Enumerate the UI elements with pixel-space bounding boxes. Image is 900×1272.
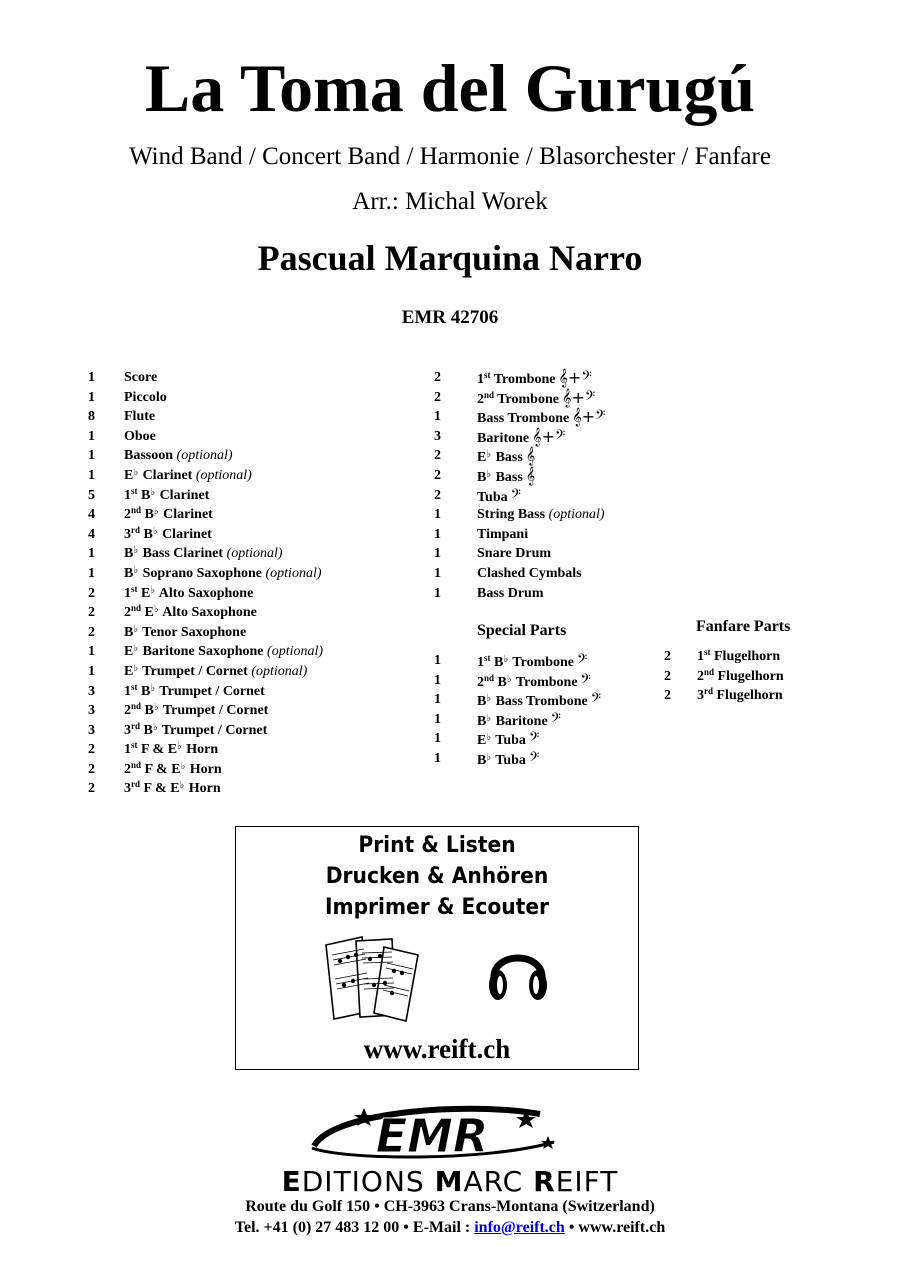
clef-icon: 𝄢 bbox=[590, 690, 602, 710]
optional-note: (optional) bbox=[548, 507, 605, 523]
part-name bbox=[124, 564, 322, 584]
part-name bbox=[697, 647, 780, 667]
flat-sign: ♭ bbox=[486, 712, 492, 724]
arranger-credit: Arr.: Michal Worek bbox=[352, 188, 548, 215]
ordinal-suffix: nd bbox=[484, 672, 495, 683]
part-prefix: E bbox=[477, 733, 487, 749]
part-quantity: 1 bbox=[88, 370, 95, 385]
flat-sign: ♭ bbox=[153, 702, 159, 714]
flat-sign: ♭ bbox=[133, 662, 139, 674]
part-quantity: 1 bbox=[434, 585, 441, 601]
clef-icon: 𝄞 bbox=[525, 465, 536, 485]
ordinal-suffix: nd bbox=[484, 389, 495, 400]
part-key: F & E bbox=[141, 761, 181, 777]
part-name bbox=[124, 388, 167, 408]
part-name bbox=[124, 427, 156, 447]
part-instrument: Baritone Saxophone bbox=[139, 644, 264, 660]
sheet-music-icon bbox=[320, 933, 426, 1023]
part-instrument: Oboe bbox=[124, 428, 156, 444]
clef-icon: 𝄢 bbox=[577, 651, 588, 670]
publisher-initial-e: E bbox=[281, 1165, 302, 1198]
part-key: B bbox=[140, 526, 153, 542]
clef-icon: 𝄢 bbox=[550, 709, 561, 729]
part-quantity: 1 bbox=[88, 389, 95, 405]
flat-sign: ♭ bbox=[133, 466, 139, 478]
publisher-initial-r: R bbox=[533, 1165, 556, 1198]
part-instrument: Score bbox=[124, 370, 158, 385]
publisher-contact bbox=[0, 1218, 900, 1238]
part-prefix: E bbox=[124, 644, 134, 660]
composer-name: Pascual Marquina Narro bbox=[257, 238, 643, 278]
part-prefix: B bbox=[477, 469, 487, 485]
part-name bbox=[124, 642, 323, 662]
part-quantity: 1 bbox=[88, 467, 95, 483]
part-key: B bbox=[141, 703, 154, 719]
part-key: B bbox=[141, 507, 154, 523]
ordinal-suffix: rd bbox=[131, 720, 140, 731]
part-quantity: 1 bbox=[88, 565, 95, 581]
part-instrument: Horn bbox=[186, 761, 222, 777]
ordinal-suffix: rd bbox=[131, 524, 140, 535]
part-instrument: Clarinet bbox=[159, 507, 213, 523]
part-prefix: E bbox=[477, 450, 487, 466]
publisher-word-3: EIFT bbox=[555, 1165, 619, 1198]
part-quantity: 1 bbox=[88, 546, 95, 562]
part-prefix: 3 bbox=[697, 688, 704, 704]
part-prefix: 1 bbox=[477, 372, 484, 387]
part-quantity: 2 bbox=[434, 448, 441, 464]
part-name bbox=[124, 525, 212, 545]
part-quantity: 2 bbox=[434, 487, 441, 503]
part-quantity: 3 bbox=[434, 428, 441, 444]
publisher-address: Route du Golf 150 • CH-3963 Crans-Montana (Switzerland) bbox=[245, 1198, 655, 1215]
part-name bbox=[477, 651, 587, 673]
part-instrument: String Bass bbox=[477, 507, 546, 523]
clef-icon: 𝄢 bbox=[528, 729, 540, 749]
part-instrument: Clarinet bbox=[156, 487, 210, 503]
part-quantity: 2 bbox=[88, 742, 95, 758]
flat-sign: ♭ bbox=[153, 604, 159, 616]
flat-sign: ♭ bbox=[133, 545, 139, 557]
part-instrument: Snare Drum bbox=[477, 546, 552, 562]
part-instrument: Bass Clarinet bbox=[139, 546, 224, 562]
part-quantity: 3 bbox=[88, 722, 95, 738]
ordinal-suffix: nd bbox=[131, 701, 142, 712]
part-name bbox=[124, 505, 213, 525]
clef-icon: 𝄞 bbox=[525, 446, 536, 466]
part-instrument: Bass Drum bbox=[477, 585, 544, 601]
publisher-name bbox=[0, 1166, 900, 1198]
publisher-word-2: ARC bbox=[463, 1165, 534, 1198]
part-instrument: Clarinet bbox=[139, 467, 193, 483]
part-quantity: 1 bbox=[88, 428, 95, 444]
part-prefix: 3 bbox=[124, 526, 131, 542]
part-prefix: B bbox=[477, 694, 487, 710]
promo-line-english: Print & Listen bbox=[358, 833, 516, 858]
part-instrument: Trumpet / Cornet bbox=[139, 663, 248, 679]
part-key: B bbox=[137, 487, 151, 503]
part-instrument: Soprano Saxophone bbox=[139, 565, 262, 581]
part-quantity: 2 bbox=[88, 761, 95, 777]
part-prefix: E bbox=[124, 663, 134, 679]
ordinal-suffix: st bbox=[131, 583, 138, 594]
part-prefix: 2 bbox=[124, 507, 131, 523]
optional-note: (optional) bbox=[226, 546, 283, 562]
part-prefix: 1 bbox=[124, 487, 131, 503]
part-quantity: 5 bbox=[88, 487, 95, 503]
part-prefix: 1 bbox=[124, 742, 131, 758]
clef-icon: 𝄢 bbox=[528, 748, 540, 768]
part-instrument: Baritone bbox=[477, 430, 530, 446]
optional-note: (optional) bbox=[265, 565, 322, 581]
part-prefix: 2 bbox=[124, 761, 131, 777]
part-instrument: Trombone bbox=[490, 372, 556, 387]
ordinal-suffix: st bbox=[131, 681, 138, 692]
part-name bbox=[477, 544, 551, 564]
part-name bbox=[477, 710, 561, 732]
publisher-initial-m: M bbox=[434, 1165, 464, 1198]
part-name bbox=[124, 486, 209, 506]
part-key: F & E bbox=[140, 781, 180, 797]
part-quantity: 1 bbox=[88, 448, 95, 464]
flat-sign: ♭ bbox=[152, 525, 158, 537]
catalog-number: EMR 42706 bbox=[401, 307, 499, 328]
part-quantity: 3 bbox=[88, 703, 95, 719]
part-name bbox=[477, 584, 544, 604]
flat-sign: ♭ bbox=[179, 780, 185, 792]
part-quantity: 1 bbox=[434, 692, 441, 708]
flat-sign: ♭ bbox=[486, 693, 492, 705]
part-name bbox=[477, 525, 528, 545]
part-name bbox=[124, 760, 222, 780]
part-prefix: B bbox=[124, 624, 134, 640]
part-instrument: Timpani bbox=[477, 526, 529, 542]
part-prefix: B bbox=[477, 713, 487, 729]
part-prefix: 2 bbox=[697, 668, 704, 684]
part-prefix: B bbox=[477, 752, 487, 768]
page-title: La Toma del Gurugú bbox=[144, 50, 756, 126]
website-url[interactable]: www.reift.ch bbox=[363, 1034, 511, 1064]
part-prefix: 3 bbox=[124, 722, 131, 738]
part-key: B bbox=[137, 683, 151, 699]
part-instrument: Trumpet / Cornet bbox=[156, 683, 265, 699]
optional-note: (optional) bbox=[267, 644, 324, 660]
part-quantity: 3 bbox=[88, 683, 95, 699]
part-quantity: 1 bbox=[434, 653, 441, 668]
part-instrument: Alto Saxophone bbox=[159, 605, 257, 621]
part-quantity: 2 bbox=[664, 688, 671, 704]
part-quantity: 2 bbox=[664, 649, 671, 664]
part-quantity: 4 bbox=[88, 526, 95, 542]
promo-line-french: Imprimer & Ecouter bbox=[324, 895, 550, 920]
flat-sign: ♭ bbox=[177, 741, 182, 753]
part-instrument: Bass bbox=[492, 469, 523, 485]
part-instrument: Piccolo bbox=[124, 389, 167, 405]
part-quantity: 1 bbox=[434, 507, 441, 523]
ordinal-suffix: nd bbox=[131, 759, 142, 770]
ordinal-suffix: rd bbox=[131, 779, 140, 790]
ordinal-suffix: st bbox=[484, 370, 491, 380]
part-name bbox=[477, 427, 565, 449]
flat-sign: ♭ bbox=[486, 751, 492, 763]
part-name bbox=[124, 368, 157, 388]
part-instrument: Bass Trombone bbox=[477, 411, 570, 427]
part-prefix: 1 bbox=[124, 683, 131, 699]
part-name bbox=[477, 671, 591, 693]
ordinal-suffix: st bbox=[484, 653, 491, 663]
part-instrument: Clashed Cymbals bbox=[477, 565, 582, 581]
flat-sign: ♭ bbox=[486, 732, 492, 744]
part-key: F & E bbox=[137, 742, 178, 758]
ordinal-suffix: st bbox=[704, 647, 711, 657]
flat-sign: ♭ bbox=[486, 468, 492, 480]
part-instrument: Tenor Saxophone bbox=[139, 624, 247, 640]
part-name bbox=[124, 682, 265, 702]
flat-sign: ♭ bbox=[180, 760, 186, 772]
part-quantity: 2 bbox=[88, 585, 95, 601]
part-name bbox=[477, 388, 595, 410]
clef-icon: 𝄢 bbox=[510, 485, 521, 505]
part-instrument: Bassoon bbox=[124, 448, 174, 464]
flat-sign: ♭ bbox=[133, 623, 139, 635]
ordinal-suffix: nd bbox=[131, 505, 142, 516]
part-name bbox=[124, 721, 267, 741]
part-quantity: 2 bbox=[434, 370, 441, 385]
part-quantity: 2 bbox=[88, 605, 95, 621]
part-key: B bbox=[490, 655, 504, 670]
part-instrument: Tuba bbox=[492, 733, 526, 749]
part-quantity: 1 bbox=[434, 526, 441, 542]
part-name bbox=[124, 544, 283, 564]
part-name bbox=[477, 749, 539, 771]
part-instrument: Trombone bbox=[512, 674, 578, 690]
part-name bbox=[124, 623, 246, 643]
fanfare-parts-heading: Fanfare Parts bbox=[696, 618, 791, 635]
part-name bbox=[697, 686, 783, 706]
part-quantity: 1 bbox=[434, 565, 441, 581]
part-name bbox=[477, 486, 521, 508]
part-name bbox=[477, 729, 539, 751]
part-instrument: Horn bbox=[182, 742, 219, 758]
logo-text: EMR bbox=[375, 1109, 489, 1163]
part-name bbox=[124, 701, 268, 721]
flat-sign: ♭ bbox=[150, 584, 156, 596]
part-instrument: Tuba bbox=[477, 489, 508, 505]
contact-website: • www.reift.ch bbox=[564, 1219, 666, 1236]
clef-icon: 𝄞+𝄢 bbox=[572, 407, 606, 427]
email-link[interactable]: info@reift.ch bbox=[474, 1219, 565, 1236]
part-name bbox=[124, 446, 233, 466]
flat-sign: ♭ bbox=[506, 673, 512, 685]
part-name bbox=[477, 446, 535, 468]
part-name bbox=[124, 662, 307, 682]
part-key: B bbox=[140, 722, 153, 738]
ordinal-suffix: nd bbox=[131, 603, 142, 614]
part-instrument: Trombone bbox=[494, 391, 559, 407]
part-quantity: 1 bbox=[434, 672, 441, 688]
part-key: E bbox=[141, 605, 154, 621]
flat-sign: ♭ bbox=[150, 682, 156, 694]
part-prefix: 1 bbox=[477, 655, 484, 670]
part-name bbox=[124, 407, 155, 427]
part-name bbox=[124, 740, 218, 760]
ordinal-suffix: st bbox=[131, 740, 138, 751]
part-quantity: 1 bbox=[434, 409, 441, 425]
part-instrument: Alto Saxophone bbox=[156, 585, 254, 601]
flat-sign: ♭ bbox=[486, 449, 492, 461]
part-instrument: Flugelhorn bbox=[710, 649, 781, 664]
part-prefix: 1 bbox=[697, 649, 704, 664]
part-name bbox=[124, 584, 253, 604]
optional-note: (optional) bbox=[176, 448, 233, 464]
part-instrument: Flugelhorn bbox=[713, 688, 783, 704]
headphones-icon bbox=[486, 935, 550, 1009]
ordinal-suffix: rd bbox=[704, 686, 713, 697]
part-name bbox=[124, 779, 221, 799]
part-instrument: Horn bbox=[185, 781, 221, 797]
flat-sign: ♭ bbox=[133, 564, 139, 576]
flat-sign: ♭ bbox=[153, 506, 159, 518]
part-name bbox=[124, 466, 252, 486]
part-prefix: B bbox=[124, 565, 134, 581]
ensemble-subtitle: Wind Band / Concert Band / Harmonie / Blasorchester / Fanfare bbox=[129, 143, 771, 170]
part-instrument: Flugelhorn bbox=[714, 668, 784, 684]
part-name bbox=[124, 603, 257, 623]
flat-sign: ♭ bbox=[503, 654, 509, 665]
part-instrument: Flute bbox=[124, 409, 156, 425]
optional-note: (optional) bbox=[195, 467, 252, 483]
part-quantity: 1 bbox=[88, 663, 95, 679]
part-key: B bbox=[494, 674, 507, 690]
part-quantity: 1 bbox=[434, 711, 441, 727]
part-quantity: 1 bbox=[434, 546, 441, 562]
part-quantity: 2 bbox=[88, 624, 95, 640]
flat-sign: ♭ bbox=[152, 721, 158, 733]
promo-line-german: Drucken & Anhören bbox=[325, 864, 549, 889]
part-name bbox=[697, 667, 784, 687]
part-quantity: 2 bbox=[434, 389, 441, 405]
part-instrument: Bass Trombone bbox=[492, 694, 588, 710]
part-name bbox=[477, 564, 582, 584]
optional-note: (optional) bbox=[251, 663, 308, 679]
part-quantity: 4 bbox=[88, 507, 95, 523]
flat-sign: ♭ bbox=[133, 643, 139, 655]
part-quantity: 2 bbox=[434, 467, 441, 483]
ordinal-suffix: nd bbox=[704, 666, 715, 677]
part-quantity: 1 bbox=[434, 750, 441, 766]
ordinal-suffix: st bbox=[131, 485, 138, 496]
part-instrument: Trumpet / Cornet bbox=[159, 703, 269, 719]
clef-icon: 𝄞+𝄢 bbox=[558, 368, 592, 387]
part-prefix: 3 bbox=[124, 781, 131, 797]
publisher-word-1: DITIONS bbox=[301, 1165, 435, 1198]
part-instrument: Baritone bbox=[492, 713, 548, 729]
clef-icon: 𝄞+𝄢 bbox=[532, 426, 566, 446]
part-quantity: 8 bbox=[88, 409, 95, 425]
part-name bbox=[477, 690, 601, 712]
part-prefix: 1 bbox=[124, 585, 131, 601]
part-prefix: 2 bbox=[477, 674, 484, 690]
emr-logo bbox=[304, 1102, 564, 1166]
part-instrument: Bass bbox=[492, 450, 523, 466]
special-parts-heading: Special Parts bbox=[477, 622, 567, 639]
clef-icon: 𝄞+𝄢 bbox=[561, 387, 596, 407]
part-instrument: Trombone bbox=[509, 655, 575, 670]
part-quantity: 1 bbox=[434, 731, 441, 747]
part-quantity: 2 bbox=[664, 668, 671, 684]
flat-sign: ♭ bbox=[150, 486, 156, 498]
part-name bbox=[477, 407, 605, 429]
part-name bbox=[477, 466, 535, 488]
part-prefix: B bbox=[124, 546, 134, 562]
part-prefix: 2 bbox=[124, 703, 131, 719]
part-name bbox=[477, 368, 592, 390]
print-listen-box bbox=[235, 826, 639, 1070]
contact-phone: Tel. +41 (0) 27 483 12 00 • E-Mail : bbox=[234, 1219, 475, 1236]
part-prefix: E bbox=[124, 467, 134, 483]
part-instrument: Trumpet / Cornet bbox=[158, 722, 268, 738]
part-name bbox=[477, 505, 605, 525]
part-quantity: 1 bbox=[88, 644, 95, 660]
clef-icon: 𝄢 bbox=[580, 670, 591, 690]
part-instrument: Tuba bbox=[492, 752, 526, 768]
part-instrument: Clarinet bbox=[158, 526, 212, 542]
part-quantity: 2 bbox=[88, 781, 95, 797]
part-prefix: 2 bbox=[477, 391, 484, 407]
part-key: E bbox=[137, 585, 151, 601]
part-prefix: 2 bbox=[124, 605, 131, 621]
